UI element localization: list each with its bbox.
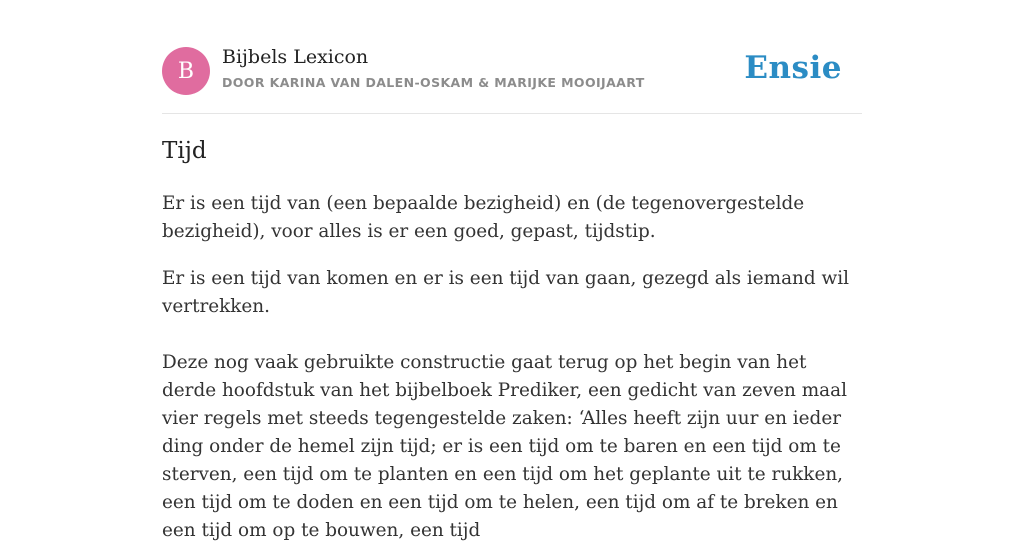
author-avatar[interactable]: B	[162, 47, 210, 95]
page	[162, 0, 862, 541]
definition-paragraph: Er is een tijd van (een bepaalde bezigheid) en (de tegenovergestelde bezigheid), voor alles is er een goed, gepast, tijdstip.	[162, 193, 805, 242]
origin-paragraph: Deze nog vaak gebruikte constructie gaat terug op het begin van het derde hoofdstuk van het bijbelboek Prediker, een gedicht van zeven maal vier regels met steeds tegengestelde zaken: ‘Alles heeft zijn uur en ieder ding onder de hemel zijn tijd; er is een tijd om te baren en een tijd om te sterven, een tijd om te planten en een tijd om het geplante uit te rukken, een tijd om te doden en een tijd om te helen, een tijd om af te breken en een tijd om op te bouwen, een tijd	[162, 352, 847, 541]
ensie-logo[interactable]: Ensie	[744, 50, 842, 86]
book-authors: DOOR KARINA VAN DALEN-OSKAM & MARIJKE MOOIJAART	[222, 75, 645, 90]
expression-paragraph: Er is een tijd van komen en er is een tijd van gaan, gezegd als iemand wil vertrekken.	[162, 268, 850, 317]
book-title[interactable]: Bijbels Lexicon	[222, 46, 369, 68]
header	[162, 0, 862, 114]
entry-title: Tijd	[162, 138, 207, 164]
